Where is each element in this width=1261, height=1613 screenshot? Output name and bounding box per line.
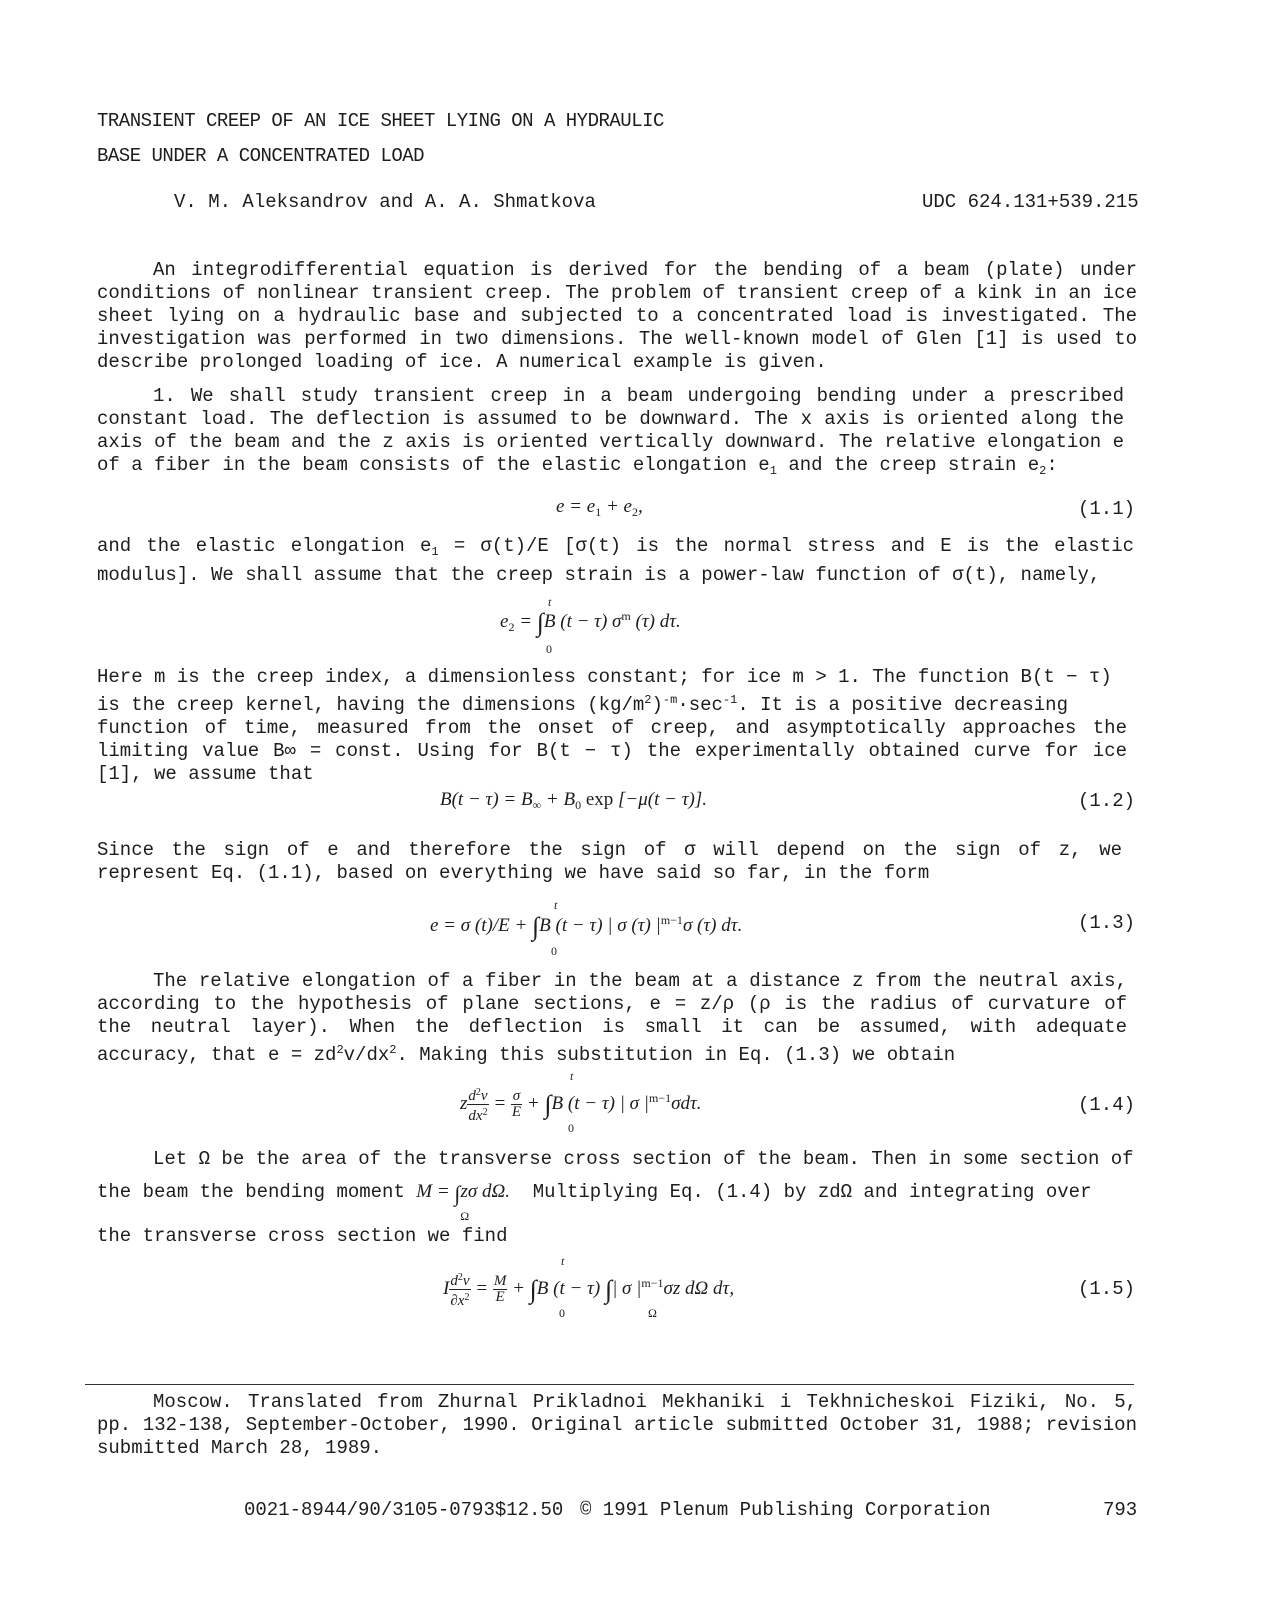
- bending-moment-formula: M = ∫zσ dΩ. Ω: [416, 1181, 510, 1223]
- equation-1-4: t 0 z $\frac{d^2v}{dx^2}$ = $\frac{\sigma}{E}$ + ∫B (t − τ) | σ $|^{m-1}\sigma d\tau$.: [460, 1069, 702, 1135]
- equation-1-1: $e = e_1 + e_2$,: [556, 496, 643, 519]
- para2-sub-1: 1: [431, 545, 439, 559]
- paper-title-line-2: BASE UNDER A CONCENTRATED LOAD: [97, 145, 425, 167]
- footnote-divider: [85, 1384, 1134, 1385]
- equation-number-1-3: (1.3): [1077, 912, 1135, 934]
- paper-title-line-1: TRANSIENT CREEP OF AN ICE SHEET LYING ON A HYDRAULIC: [97, 110, 664, 132]
- equation-number-1-1: (1.1): [1077, 498, 1135, 520]
- para6-line-3: the transverse cross section we find: [97, 1225, 508, 1247]
- authors: V. M. Aleksandrov and A. A. Shmatkova: [174, 191, 596, 213]
- para3-line-1: Here m is the creep index, a dimensionless constant; for ice m > 1. The function B(t − τ): [97, 666, 1112, 688]
- paragraph-2: [97, 535, 1134, 587]
- para1-sub-2: 2: [1039, 464, 1047, 478]
- paragraph-5: The relative elongation of a fiber in the beam at a distance z from the neutral axis, according to the hypothesis of plane sections, e = z/ρ (ρ is the radius of curvature of the neutral layer). When the deflection is small it can be assumed, with adequate accuracy, that $e = zd^2v/dx^2$. Making this substitution in Eq. (1.3) we obtain: [97, 970, 1127, 1066]
- udc-code: UDC 624.131+539.215: [922, 191, 1139, 213]
- para2-text-a: and the elastic elongation e: [97, 535, 432, 557]
- para2-text-b: = σ(t)/E [σ(t) is the normal stress and E is the elastic modulus]. We shall assume that the creep strain is a power-law function of σ(t), namely,: [97, 535, 1134, 586]
- para1-text-a: 1. We shall study transient creep in a beam undergoing bending under a prescribed constant load. The deflection is assumed to be downward. The x axis is oriented along the axis of the beam and the z axis is oriented vertically downward. The relative elongation e of a fiber in the beam consists of the elastic elongation e: [97, 385, 1124, 476]
- para3-rest: function of time, measured from the onset of creep, and asymptotically approaches the limiting value B∞ = const. Using for B(t − τ) the experimentally obtained curve for ice [1], we assume that: [97, 717, 1127, 785]
- equation-number-1-5: (1.5): [1077, 1278, 1135, 1300]
- equation-1-5: t 0 Ω I $\frac{d^2v}{\partial x^2}$ = $\frac{M}{E}$ + ∫B (t − τ) ∫| σ $|^{m-1}\sigma z$ dΩ dτ,: [443, 1254, 735, 1320]
- para3-line-2: is the creep kernel, having the dimensions $(kg/m^2)^{-m}\cdot\sec^{-1}$. It is a positive decreasing: [97, 693, 1068, 716]
- section-1-paragraph: [97, 385, 1124, 483]
- page-number: 793: [1103, 1499, 1138, 1521]
- footnote: Moscow. Translated from Zhurnal Prikladnoi Mekhaniki i Tekhnicheskoi Fiziki, No. 5, pp. 132-138, September-October, 1990. Original article submitted October 31, 1988; revision submitted March 28, 1989.: [97, 1391, 1137, 1459]
- footer-copyright: © 1991 Plenum Publishing Corporation: [580, 1499, 991, 1521]
- paragraph-3: [97, 666, 1137, 786]
- para1-sub-1: 1: [769, 464, 777, 478]
- abstract: An integrodifferential equation is derived for the bending of a beam (plate) under conditions of nonlinear transient creep. The problem of transient creep of a kink in an ice sheet lying on a hydraulic base and subjected to a concentrated load is investigated. The investigation was performed in two dimensions. The well-known model of Glen [1] is used to describe prolonged loading of ice. A numerical example is given.: [97, 259, 1137, 373]
- equation-number-1-4: (1.4): [1077, 1094, 1135, 1116]
- para6-line-2: the beam the bending moment M = ∫zσ dΩ. Ω Multiplying Eq. (1.4) by zdΩ and integrating over: [97, 1181, 1092, 1223]
- equation-1-3: t 0 e = σ (t)/E + ∫B (t − τ) | σ (τ) $|^{m-1}\sigma$ (τ) dτ.: [430, 898, 743, 958]
- equation-1-2: $B(t - \tau) = B_\infty + B_0$ exp [−μ(t − τ)].: [440, 789, 707, 812]
- para6-line-1: Let Ω be the area of the transverse cross section of the beam. Then in some section of: [153, 1148, 1134, 1170]
- paragraph-4: Since the sign of e and therefore the sign of σ will depend on the sign of z, we represent Eq. (1.1), based on everything we have said so far, in the form: [97, 839, 1122, 884]
- equation-creep-strain: t 0 $e_2 = \int B$ (t − τ) $\sigma^m$ (τ) dτ.: [500, 595, 681, 656]
- para1-text-c: :: [1046, 454, 1058, 476]
- footer-code: 0021-8944/90/3105-0793$12.50: [244, 1499, 564, 1521]
- equation-number-1-2: (1.2): [1077, 790, 1135, 812]
- para1-text-b: and the creep strain e: [776, 454, 1040, 476]
